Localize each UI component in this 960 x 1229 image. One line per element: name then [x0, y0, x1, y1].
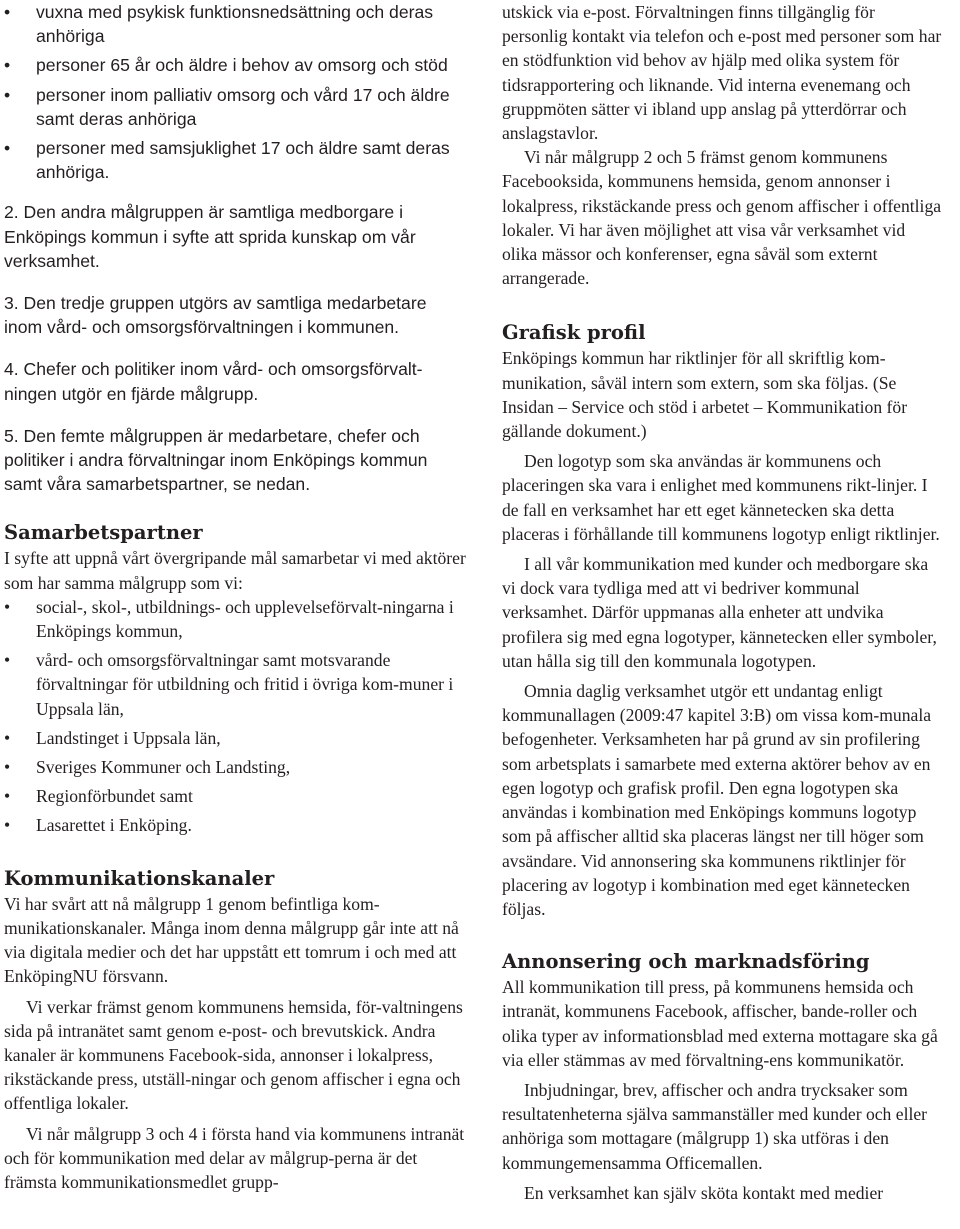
list-item: • vuxna med psykisk funktionsnedsättning och deras anhöriga: [4, 2, 434, 47]
list-item: • social-, skol-, utbildnings- och upplevelseförvalt-ningarna i Enköpings kommun,: [4, 596, 454, 642]
list-item: • personer med samsjuklighet 17 och äldre samt deras anhöriga.: [4, 138, 450, 183]
list-item: • Lasarettet i Enköping.: [4, 815, 192, 836]
target-group-4: 4. Chefer och politiker inom vård- och omsorgsförvalt-ningen utgör en fjärde målgrupp.: [4, 359, 423, 404]
paragraph: Vi når målgrupp 3 och 4 i första hand via kommunens intranät och för kommunikation med delar av målgrup-perna är det främsta kommunikationsmedlet grupp-: [4, 1123, 465, 1192]
left-column: [4, 0, 466, 1194]
paragraph: Vi har svårt att nå målgrupp 1 genom befintliga kom-munikationskanaler. Många inom denna målgrupp går inte att nå via digitala medier och det har uppstått ett tomrum i och med att EnköpingNU försvann.: [4, 893, 459, 987]
paragraph: En verksamhet kan själv sköta kontakt med medier: [524, 1182, 884, 1203]
paragraph: Vi når målgrupp 2 och 5 främst genom kommunens Facebooksida, kommunens hemsida, genom annonser i lokalpress, rikstäckande press och genom affischer i offentliga lokaler. Vi har även möjlighet att visa vår verksamhet vid olika mässor och konferenser, egna såväl som externt arrangerade.: [502, 147, 942, 289]
section-heading-grafisk-profil: Grafisk profil: [502, 321, 646, 345]
paragraph: Den logotyp som ska användas är kommunens och placeringen ska vara i enlighet med kommunens rikt-linjer. I de fall en verksamhet har ett eget kännetecken ska detta placeras i förhållande till kommunens logotyp enligt riktlinjer.: [502, 451, 940, 544]
section-heading-kommunikationskanaler: Kommunikationskanaler: [4, 866, 275, 890]
partner-list: [4, 595, 466, 838]
paragraph: Vi verkar främst genom kommunens hemsida, för-valtningens sida på intranätet samt genom e-post- och brevutskick. Andra kanaler är kommunens Facebook-sida, annonser i lokalpress, rikstäckande press, utställ-ningar och genom affischer i egna och offentliga lokaler.: [4, 996, 463, 1114]
list-item: • personer inom palliativ omsorg och vård 17 och äldre samt deras anhöriga: [4, 84, 450, 129]
paragraph: Enköpings kommun har riktlinjer för all skriftlig kom-munikation, såväl intern som extern, som ska följas. (Se Insidan – Service och stöd i arbetet – Kommunikation för gällande dokument.): [502, 348, 908, 442]
target-group-list: [4, 0, 466, 184]
paragraph: I all vår kommunikation med kunder och medborgare ska vi dock vara tydliga med att vi bedriver kommunal verksamhet. Därför uppmanas alla enheter att undvika profilera sig med egna logotyper, kännetecken eller symboler, utan hålla sig till den kommunala logotypen.: [502, 554, 937, 671]
paragraph: All kommunikation till press, på kommunens hemsida och intranät, kommunens Facebook, affischer, bande-roller och olika typer av informationsblad med externa mottagare ska gå via eller stämmas av med förvaltning-ens kommunikatör.: [502, 977, 938, 1070]
samarbetspartner-intro: I syfte att uppnå vårt övergripande mål samarbetar vi med aktörer som har samma målgrupp som vi:: [4, 548, 466, 593]
list-item: • vård- och omsorgsförvaltningar samt motsvarande förvaltningar för utbildning och fritid i övriga kom-muner i Uppsala län,: [4, 650, 454, 719]
list-item: • Sveriges Kommuner och Landsting,: [4, 757, 291, 778]
target-group-3: 3. Den tredje gruppen utgörs av samtliga medarbetare inom vård- och omsorgsförvaltningen i kommunen.: [4, 293, 427, 338]
target-group-5: 5. Den femte målgruppen är medarbetare, chefer och politiker i andra förvaltningar inom Enköpings kommun samt våra samarbetspartner, se nedan.: [4, 425, 428, 495]
section-heading-annonsering: Annonsering och marknadsföring: [502, 950, 870, 974]
list-item: • personer 65 år och äldre i behov av omsorg och stöd: [4, 55, 448, 76]
paragraph: utskick via e-post. Förvaltningen finns tillgänglig för personlig kontakt via telefon och e-post med personer som har en stödfunktion vid behov av hjälp med olika system för tidsrapportering och liknande. Vid interna evenemang och gruppmöten sätter vi ibland upp anslag på ytterdörrar och anslagstavlor.: [502, 2, 942, 144]
right-column: [502, 0, 942, 1205]
paragraph: Omnia daglig verksamhet utgör ett undantag enligt kommunallagen (2009:47 kapitel 3:B) om vissa kom-munala befogenheter. Verksamheten har på grund av sin profilering som arbetsplats i samarbete med externa aktörer behov av en egen logotyp och grafisk profil. Den egna logotypen ska användas i kombination med Enköpings kommuns logotyp som på affischer alltid ska placeras längst ner till höger som avsändare. Vid annonsering ska kommunens riktlinjer för placering av logotyp i kombination med eget kännetecken följas.: [502, 681, 932, 919]
list-item: • Regionförbundet samt: [4, 786, 193, 807]
section-heading-samarbetspartner: Samarbetspartner: [4, 521, 203, 545]
paragraph: Inbjudningar, brev, affischer och andra trycksaker som resultatenheterna själva sammanställer med kunder och eller anhöriga som mottagare (målgrupp 1) ska utföras i den kommungemensamma Officemallen.: [502, 1079, 928, 1173]
target-group-2: 2. Den andra målgruppen är samtliga medborgare i Enköpings kommun i syfte att sprida kunskap om vår verksamhet.: [4, 202, 416, 271]
list-item: • Landstinget i Uppsala län,: [4, 727, 221, 748]
